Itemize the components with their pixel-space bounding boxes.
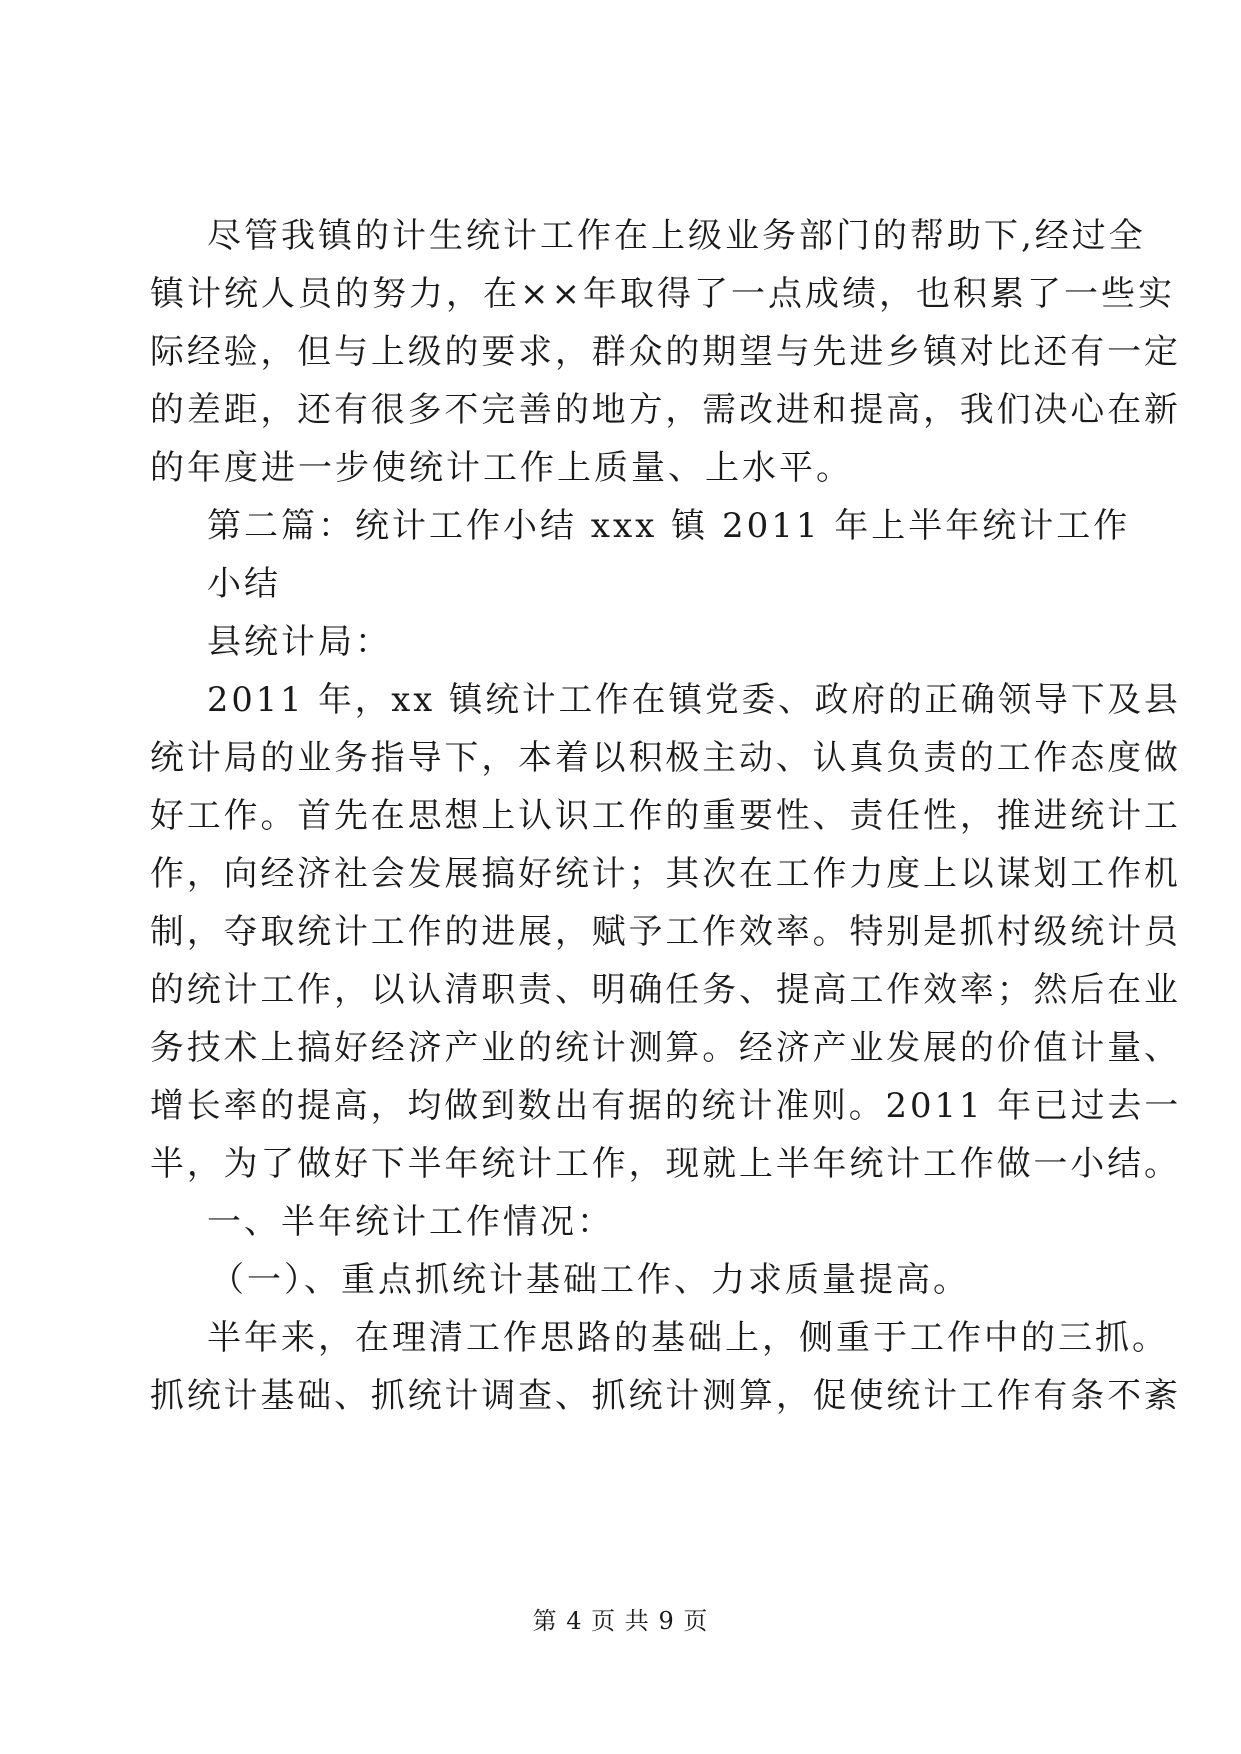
section-heading: 第二篇：统计工作小结 xxx 镇 2011 年上半年统计工作 [207, 506, 1131, 546]
paragraph-line: 制，夺取统计工作的进展，赋予工作效率。特别是抓村级统计员 [150, 912, 1181, 952]
section-heading: 一、半年统计工作情况： [207, 1202, 614, 1242]
paragraph-line: 统计局的业务指导下，本着以积极主动、认真负责的工作态度做 [150, 738, 1181, 778]
paragraph-line: 抓统计基础、抓统计调查、抓统计测算，促使统计工作有条不紊 [150, 1376, 1181, 1416]
paragraph-line: 的差距，还有很多不完善的地方，需改进和提高，我们决心在新 [150, 390, 1181, 430]
paragraph-line: 尽管我镇的计生统计工作在上级业务部门的帮助下,经过全 [207, 216, 1146, 256]
paragraph-line: 2011 年，xx 镇统计工作在镇党委、政府的正确领导下及县 [207, 680, 1181, 720]
paragraph-line: 镇计统人员的努力，在××年取得了一点成绩，也积累了一些实 [150, 274, 1175, 314]
paragraph-line: 的年度进一步使统计工作上质量、上水平。 [150, 448, 853, 488]
paragraph-line: 好工作。首先在思想上认识工作的重要性、责任性，推进统计工 [150, 796, 1181, 836]
paragraph-line: 半，为了做好下半年统计工作，现就上半年统计工作做一小结。 [150, 1144, 1181, 1184]
paragraph-line: 半年来，在理清工作思路的基础上，侧重于工作中的三抓。 [207, 1318, 1169, 1358]
salutation: 县统计局： [207, 622, 392, 662]
paragraph-line: 作，向经济社会发展搞好统计；其次在工作力度上以谋划工作机 [150, 854, 1181, 894]
section-heading: 小结 [207, 564, 281, 604]
page-number-footer: 第 4 页 共 9 页 [532, 1607, 709, 1635]
paragraph-line: 务技术上搞好经济产业的统计测算。经济产业发展的价值计量、 [150, 1028, 1181, 1068]
paragraph-line: 际经验，但与上级的要求，群众的期望与先进乡镇对比还有一定 [150, 332, 1181, 372]
paragraph-line: 增长率的提高，均做到数出有据的统计准则。2011 年已过去一 [150, 1086, 1182, 1126]
subsection-heading: （一）、重点抓统计基础工作、力求质量提高。 [210, 1260, 970, 1300]
paragraph-line: 的统计工作，以认清职责、明确任务、提高工作效率；然后在业 [150, 970, 1181, 1010]
